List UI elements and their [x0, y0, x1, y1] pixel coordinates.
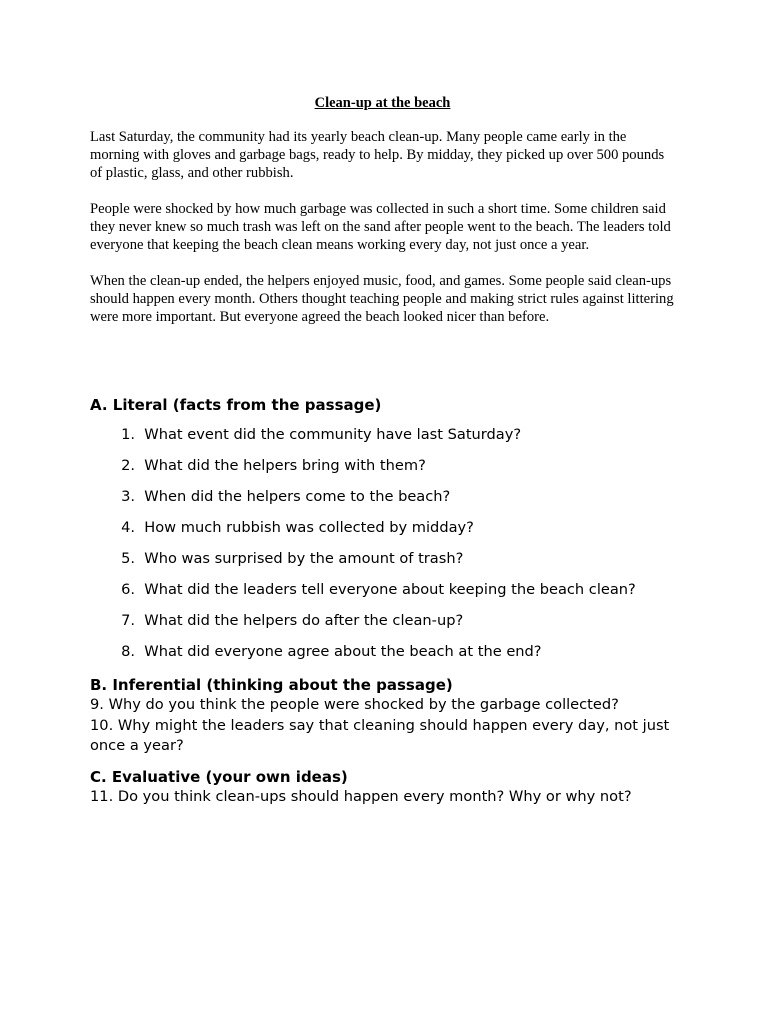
- question-number: 8.: [121, 643, 135, 660]
- section-literal: [90, 395, 675, 673]
- document-page: [90, 94, 675, 807]
- section-inferential: [90, 675, 675, 757]
- list-item: [90, 487, 675, 518]
- list-item: [90, 518, 675, 549]
- question-text: What did everyone agree about the beach at the end?: [144, 643, 542, 660]
- section-evaluative: [90, 767, 675, 808]
- question-text: What did the helpers do after the clean-up?: [144, 612, 464, 629]
- question-number: 6.: [121, 581, 135, 598]
- passage-paragraph-1: Last Saturday, the community had its yearly beach clean-up. Many people came early in the morning with gloves and garbage bags, ready to help. By midday, they picked up over 500 pounds of plastic, glass, and other rubbish.: [90, 129, 665, 181]
- section-b-heading: B. Inferential (thinking about the passage): [90, 676, 453, 694]
- section-a-heading: A. Literal (facts from the passage): [90, 396, 382, 414]
- question-number: 2.: [121, 457, 135, 474]
- question-number: 4.: [121, 519, 135, 536]
- section-c-heading: C. Evaluative (your own ideas): [90, 767, 348, 786]
- passage-paragraph-3: When the clean-up ended, the helpers enjoyed music, food, and games. Some people said clean-ups should happen every month. Others thought teaching people and making strict rules against littering were more important. But everyone agreed the beach looked nicer than before.: [90, 273, 674, 325]
- inferential-question-10: 10. Why might the leaders say that cleaning should happen every day, not just once a year?: [90, 716, 670, 754]
- question-number: 5.: [121, 550, 135, 567]
- question-number: 3.: [121, 488, 135, 505]
- list-item: [90, 549, 675, 580]
- question-text: What event did the community have last Saturday?: [144, 426, 522, 443]
- question-text: What did the helpers bring with them?: [144, 457, 426, 474]
- question-number: 1.: [121, 426, 135, 443]
- passage-paragraph-2: People were shocked by how much garbage was collected in such a short time. Some children said they never knew so much trash was left on the sand after people went to the beach. The leaders told everyone that keeping the beach clean means working every day, not just once a year.: [90, 201, 671, 253]
- list-item: [90, 580, 675, 611]
- list-item: [90, 611, 675, 642]
- inferential-question-9: 9. Why do you think the people were shocked by the garbage collected?: [90, 696, 619, 713]
- list-item: [90, 642, 675, 673]
- document-title: Clean-up at the beach: [314, 95, 451, 111]
- question-text: What did the leaders tell everyone about keeping the beach clean?: [144, 581, 636, 598]
- evaluative-question-11: 11. Do you think clean-ups should happen every month? Why or why not?: [90, 787, 632, 805]
- question-number: 7.: [121, 612, 135, 629]
- question-text: Who was surprised by the amount of trash?: [144, 550, 464, 567]
- list-item: [90, 456, 675, 487]
- question-text: When did the helpers come to the beach?: [144, 488, 451, 505]
- list-item: [90, 425, 675, 456]
- question-text: How much rubbish was collected by midday?: [144, 519, 474, 536]
- literal-question-list: [90, 425, 675, 673]
